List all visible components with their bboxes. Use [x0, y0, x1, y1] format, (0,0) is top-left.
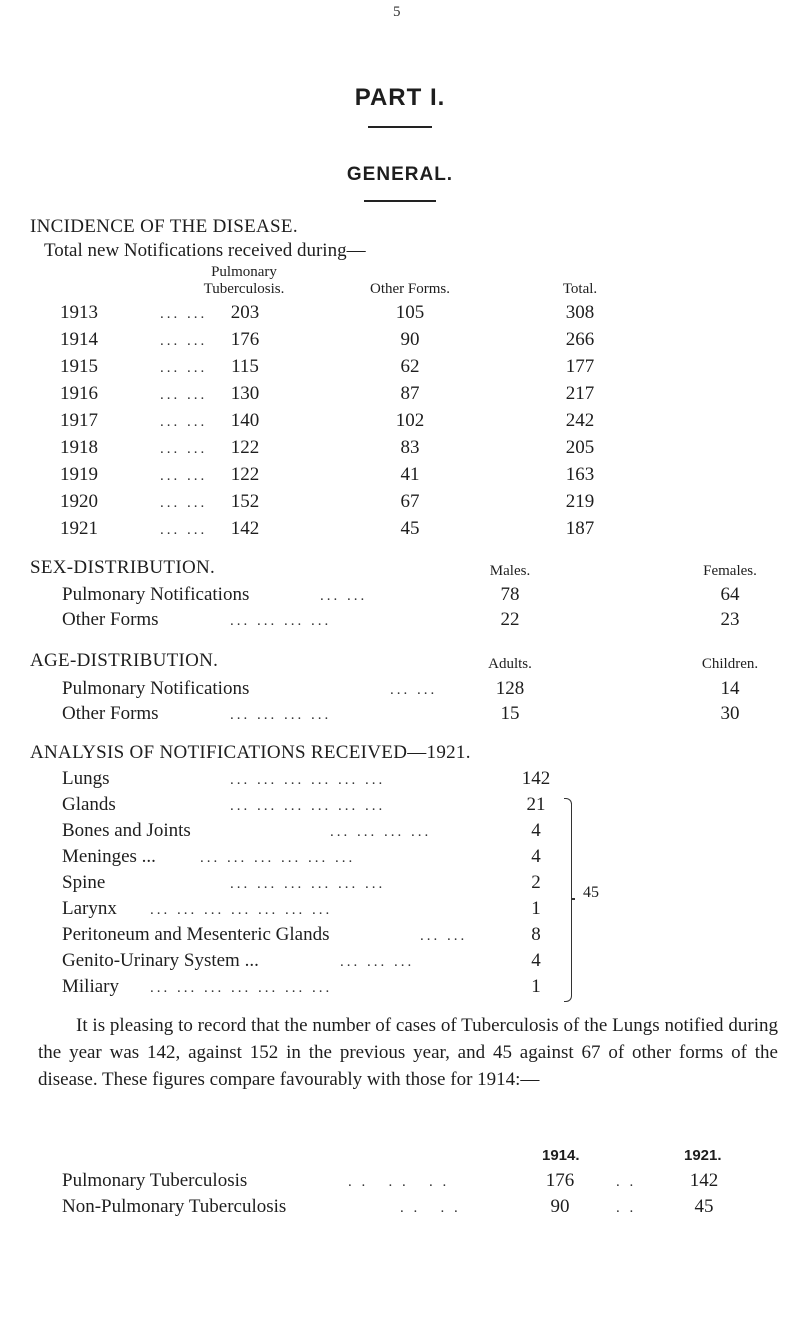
pulmonary-value: 122: [230, 437, 260, 458]
value-1914: 176: [545, 1170, 575, 1191]
total-value: 205: [565, 437, 595, 458]
leader-dots: ... ...: [160, 495, 208, 511]
value-1921: 142: [689, 1170, 719, 1191]
children-value: 30: [720, 703, 740, 724]
other-value: 102: [395, 410, 425, 431]
males-value: 78: [500, 584, 520, 605]
value-1921: 45: [694, 1196, 714, 1217]
pulmonary-value: 122: [230, 464, 260, 485]
row-year: 1918: [60, 437, 98, 458]
col-other-forms: Other Forms.: [370, 281, 450, 297]
analysis-label: Genito-Urinary System ...: [62, 950, 259, 971]
analysis-label: Peritoneum and Mesenteric Glands: [62, 924, 330, 945]
row-year: 1917: [60, 410, 98, 431]
leader-dots: ... ... ... ... ... ...: [230, 772, 386, 788]
pulmonary-value: 152: [230, 491, 260, 512]
page-number: 5: [393, 4, 401, 20]
title-divider: [368, 126, 432, 128]
analysis-value: 21: [526, 794, 546, 815]
leader-dots: . . . .: [400, 1200, 461, 1216]
row-year: 1920: [60, 491, 98, 512]
leader-dots: . .: [616, 1200, 637, 1216]
row-year: 1919: [60, 464, 98, 485]
analysis-label: Miliary: [62, 976, 119, 997]
total-value: 219: [565, 491, 595, 512]
children-value: 14: [720, 678, 740, 699]
pulmonary-value: 142: [230, 518, 260, 539]
col-children: Children.: [701, 656, 759, 672]
other-value: 105: [395, 302, 425, 323]
leader-dots: ... ...: [420, 928, 468, 944]
females-value: 64: [720, 584, 740, 605]
leader-dots: ... ...: [160, 414, 208, 430]
analysis-label: Glands: [62, 794, 116, 815]
total-value: 187: [565, 518, 595, 539]
value-1914: 90: [550, 1196, 570, 1217]
analysis-value: 142: [521, 768, 551, 789]
analysis-value: 2: [531, 872, 541, 893]
col-adults: Adults.: [488, 656, 532, 672]
col-1914: 1914.: [542, 1147, 580, 1164]
row-label: Pulmonary Notifications: [62, 584, 250, 605]
leader-dots: ... ... ... ... ... ...: [230, 798, 386, 814]
row-year: 1915: [60, 356, 98, 377]
females-value: 23: [720, 609, 740, 630]
pulmonary-value: 130: [230, 383, 260, 404]
leader-dots: ... ... ... ... ... ...: [230, 876, 386, 892]
row-year: 1916: [60, 383, 98, 404]
analysis-label: Lungs: [62, 768, 110, 789]
incidence-heading: INCIDENCE OF THE DISEASE.: [30, 216, 298, 237]
leader-dots: . .: [616, 1174, 637, 1190]
total-value: 266: [565, 329, 595, 350]
analysis-label: Meninges ...: [62, 846, 156, 867]
row-label: Pulmonary Notifications: [62, 678, 250, 699]
leader-dots: ... ... ... ... ... ... ...: [150, 980, 333, 996]
total-value: 217: [565, 383, 595, 404]
brace-total: 45: [583, 884, 599, 901]
other-value: 62: [400, 356, 420, 377]
row-year: 1913: [60, 302, 98, 323]
other-value: 87: [400, 383, 420, 404]
analysis-label: Bones and Joints: [62, 820, 191, 841]
col-males: Males.: [489, 563, 531, 579]
other-value: 41: [400, 464, 420, 485]
total-value: 163: [565, 464, 595, 485]
pulmonary-value: 140: [230, 410, 260, 431]
col-pulmonary: Pulmonary Tuberculosis.: [203, 264, 285, 297]
analysis-label: Spine: [62, 872, 106, 893]
total-value: 177: [565, 356, 595, 377]
analysis-value: 4: [531, 846, 541, 867]
analysis-value: 1: [531, 976, 541, 997]
incidence-subheading: Total new Notifications received during—: [44, 240, 366, 261]
leader-dots: ... ... ... ...: [330, 824, 432, 840]
row-year: 1914: [60, 329, 98, 350]
other-value: 83: [400, 437, 420, 458]
leader-dots: ... ...: [160, 333, 208, 349]
leader-dots: ... ...: [160, 468, 208, 484]
col-total: Total.: [562, 281, 598, 297]
analysis-heading: ANALYSIS OF NOTIFICATIONS RECEIVED—1921.: [30, 742, 471, 763]
other-value: 67: [400, 491, 420, 512]
col-females: Females.: [703, 563, 757, 579]
leader-dots: ... ... ...: [340, 954, 415, 970]
leader-dots: ... ... ... ... ... ...: [200, 850, 356, 866]
row-year: 1921: [60, 518, 98, 539]
summary-paragraph: It is pleasing to record that the number of cases of Tuberculosis of the Lungs notified during the year was 142, against 152 in the previous year, and 45 against 67 of other forms of the disease. These figures compare favourably with those for 1914:—: [38, 1015, 778, 1090]
total-value: 308: [565, 302, 595, 323]
leader-dots: ... ...: [160, 522, 208, 538]
row-label: Other Forms: [62, 609, 159, 630]
other-value: 45: [400, 518, 420, 539]
total-value: 242: [565, 410, 595, 431]
age-distribution-heading: AGE-DISTRIBUTION.: [30, 650, 219, 671]
leader-dots: ... ... ... ...: [230, 707, 332, 723]
pulmonary-value: 115: [231, 356, 259, 377]
leader-dots: ... ...: [160, 306, 208, 322]
sex-distribution-heading: SEX-DISTRIBUTION.: [30, 557, 216, 578]
pulmonary-value: 203: [230, 302, 260, 323]
adults-value: 15: [500, 703, 520, 724]
row-label: Pulmonary Tuberculosis: [62, 1170, 248, 1191]
leader-dots: ... ...: [160, 360, 208, 376]
analysis-value: 8: [531, 924, 541, 945]
analysis-value: 4: [531, 820, 541, 841]
leader-dots: ... ...: [320, 588, 368, 604]
col-1921: 1921.: [684, 1147, 722, 1164]
pulmonary-value: 176: [230, 329, 260, 350]
brace-point: [571, 898, 575, 900]
males-value: 22: [500, 609, 520, 630]
leader-dots: ... ...: [390, 682, 438, 698]
part-title: PART I.: [354, 84, 446, 111]
leader-dots: ... ...: [160, 441, 208, 457]
general-title: GENERAL.: [346, 164, 454, 185]
analysis-value: 4: [531, 950, 541, 971]
leader-dots: ... ... ... ...: [230, 613, 332, 629]
leader-dots: ... ... ... ... ... ... ...: [150, 902, 333, 918]
row-label: Other Forms: [62, 703, 159, 724]
adults-value: 128: [495, 678, 525, 699]
general-divider: [364, 200, 436, 202]
analysis-label: Larynx: [62, 898, 117, 919]
leader-dots: ... ...: [160, 387, 208, 403]
row-label: Non-Pulmonary Tuberculosis: [62, 1196, 287, 1217]
other-value: 90: [400, 329, 420, 350]
analysis-value: 1: [531, 898, 541, 919]
analysis-brace: [564, 798, 572, 1002]
leader-dots: . . . . . .: [348, 1174, 450, 1190]
